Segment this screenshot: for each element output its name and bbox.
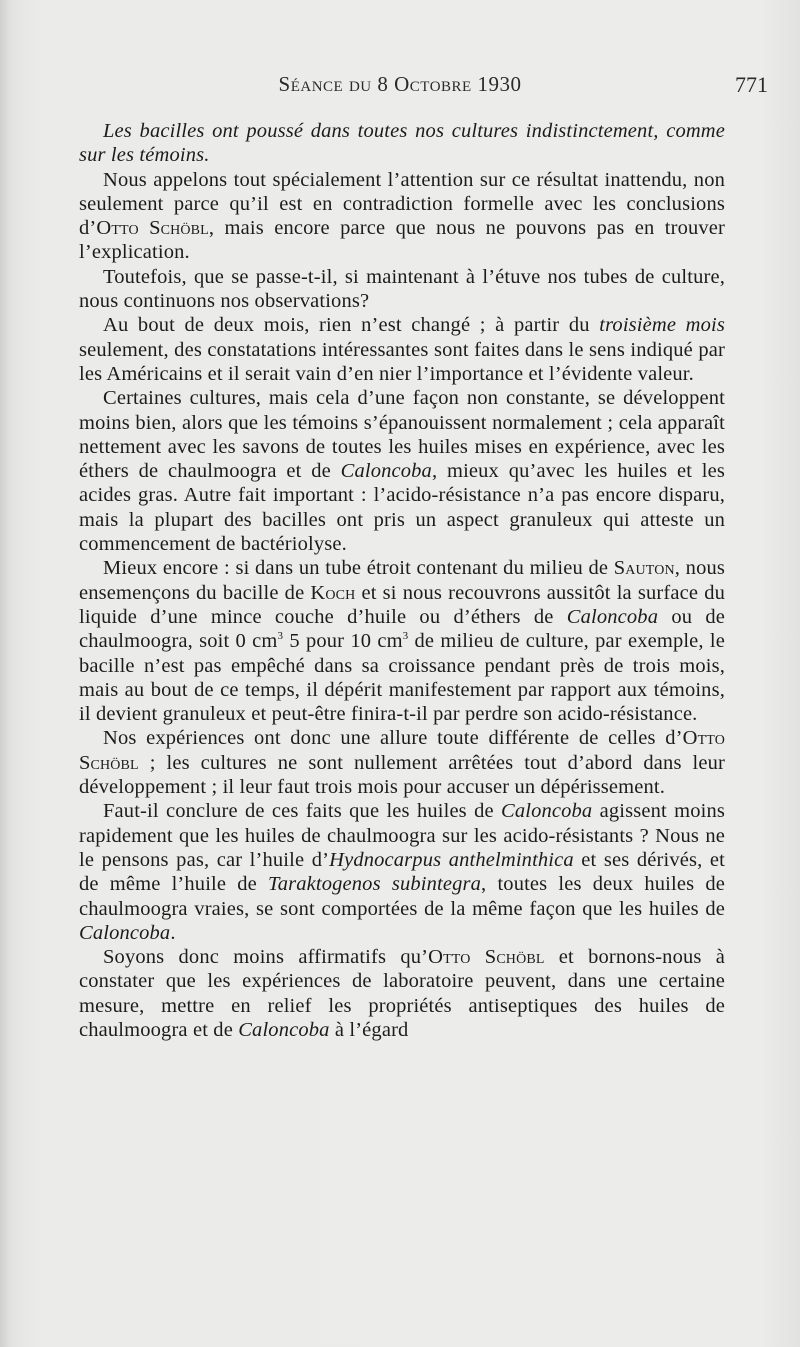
italic-text: Les bacilles ont poussé dans toutes nos cultures indistinctement, comme sur les témoins. xyxy=(79,120,725,167)
text-run: Faut-il conclure de ces faits que les huiles de xyxy=(103,800,501,823)
text-run: de milieu de culture, par exemple, le bacille n’est pas empêché dans sa croissance pendant près de trois mois, mais au bout de ce temps, il dépérit manifestement par rapport aux témoins, il devient granuleux et peut-être finira-t-il par perdre son acido-résistance. xyxy=(79,630,726,726)
paragraph xyxy=(79,265,725,314)
text-run: , nous ensemençons du bacille de xyxy=(79,557,725,604)
text-run: ou de chaulmoogra, soit 0 cm xyxy=(79,605,726,653)
superscript: 3 xyxy=(277,630,284,643)
italic-text: Caloncoba xyxy=(238,1018,330,1041)
paragraph xyxy=(79,168,725,265)
italic-text: Caloncoba xyxy=(79,921,171,944)
italic-text: troisième mois xyxy=(599,314,725,337)
text-run: Mieux encore : si dans un tube étroit contenant du milieu de xyxy=(103,557,614,580)
text-run: ; les cultures ne sont nullement arrêtées tout d’abord dans leur développement ; il leur faut trois mois pour accuser un dépérissement. xyxy=(79,751,725,799)
text-run: Certaines cultures, mais cela d’une façon non constante, se développent moins bien, alors que les témoins s’épanouissent normalement ; cela apparaît nettement avec les savons de toutes les huiles mises en expérience, avec les éthers de chaulmoogra et de xyxy=(79,387,725,483)
italic-text: Taraktogenos subintegra xyxy=(268,873,482,896)
text-run: agissent moins rapidement que les huiles de chaulmoogra sur les acido-résistants ? Nous ne le pensons pas, car l’huile d’ xyxy=(79,800,725,871)
author-name: Otto Schöbl xyxy=(428,946,545,969)
text-run: Soyons donc moins affirmatifs qu’ xyxy=(103,946,429,969)
paragraph xyxy=(79,799,725,945)
paragraph xyxy=(79,119,725,168)
text-run: , toutes les deux huiles de chaulmoogra vraies, se sont comportées de la même façon que les huiles de xyxy=(79,873,725,920)
italic-text: Caloncoba xyxy=(566,605,659,628)
text-run: seulement, des constatations intéressantes sont faites dans le sens indiqué par les Américains et il serait vain d’en nier l’importance et l’évidente valeur. xyxy=(79,338,725,385)
text-run: , mais encore parce que nous ne pouvons pas en trouver l’explication. xyxy=(79,217,725,264)
page-header xyxy=(0,72,800,102)
text-run: Toutefois, que se passe-t-il, si maintenant à l’étuve nos tubes de culture, nous continuons nos observations? xyxy=(79,265,725,313)
text-run: , mieux qu’avec les huiles et les acides gras. Autre fait important : l’acido-résistance n’a pas encore disparu, mais la plupart des bacilles ont pris un aspect granuleux qui atteste un commencement de bactériolyse. xyxy=(79,460,726,556)
author-name: Koch xyxy=(310,581,356,604)
text-run: Nous appelons tout spécialement l’attention sur ce résultat inattendu, non seulement parce qu’il est en contradiction formelle avec les conclusions d’ xyxy=(79,168,725,240)
paragraph xyxy=(79,313,725,386)
running-head: Séance du 8 Octobre 1930 xyxy=(278,72,522,96)
paragraph xyxy=(79,556,725,726)
author-name: Sauton xyxy=(613,557,675,580)
text-run: et ses dérivés, et de même l’huile de xyxy=(79,848,725,896)
text-run: . xyxy=(170,921,176,944)
italic-text: Caloncoba xyxy=(501,800,593,823)
paragraph xyxy=(79,386,725,556)
text-run: Au bout de deux mois, rien n’est changé ; à partir du xyxy=(103,314,600,337)
page-number: 771 xyxy=(735,72,768,97)
text-run: à l’égard xyxy=(329,1018,409,1041)
paragraph xyxy=(79,726,725,799)
author-name: Otto Schöbl xyxy=(96,217,209,240)
italic-text: Hydnocarpus anthelminthica xyxy=(329,848,574,871)
italic-text: Caloncoba xyxy=(340,460,432,483)
article-body xyxy=(79,119,725,1042)
text-run: et si nous recouvrons aussitôt la surface du liquide d’une mince couche d’huile ou d’éthers de xyxy=(79,581,725,628)
text-run: 5 pour 10 cm xyxy=(283,630,403,653)
author-name: Otto Schöbl xyxy=(79,727,725,774)
text-run: Nos expériences ont donc une allure toute différente de celles d’ xyxy=(103,727,683,750)
text-run: et bornons-nous à constater que les expériences de laboratoire peuvent, dans une certaine mesure, mettre en relief les propriétés antiseptiques des huiles de chaulmoogra et de xyxy=(79,946,725,1041)
superscript: 3 xyxy=(402,630,409,643)
paragraph xyxy=(79,945,725,1042)
